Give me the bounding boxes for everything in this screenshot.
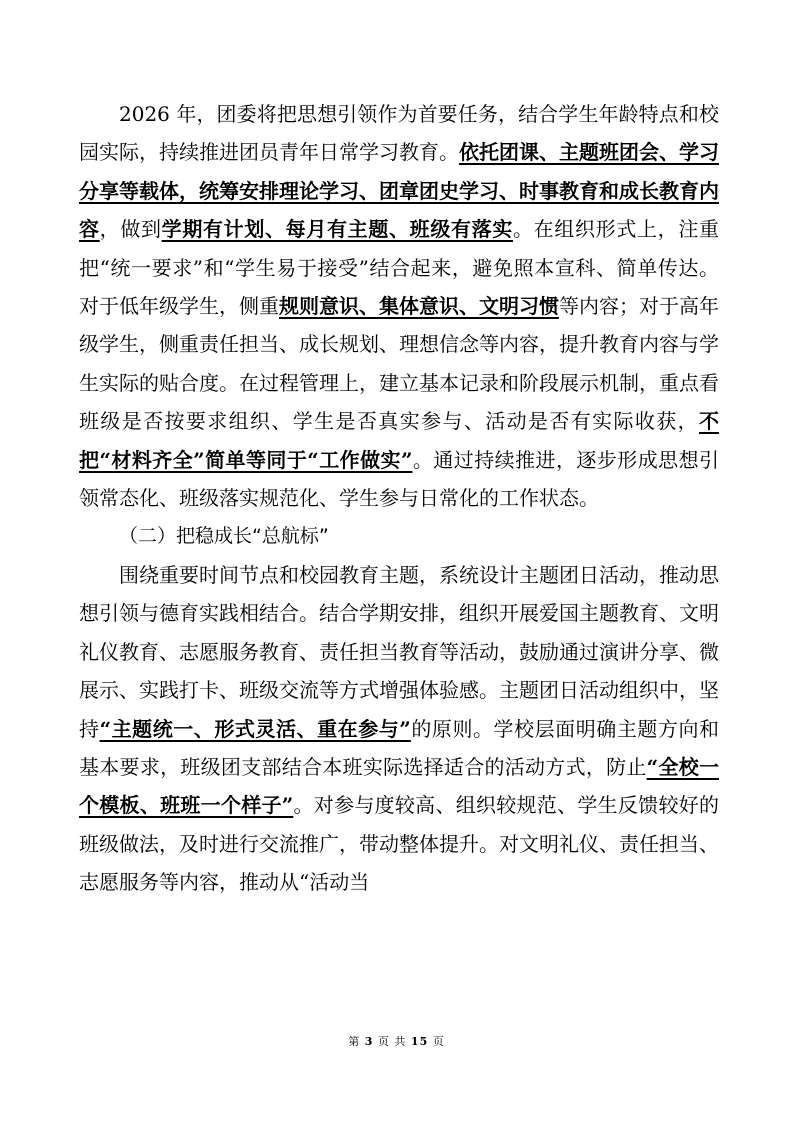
para2-run: 围绕重要时间节点和校园教育主题，系统设计主题团日活动，推动思想引领与德育实践相结合。结合学期安排，组织开展爱国主题教育、文明礼仪教育、志愿服务教育、责任担当教育等活动，鼓励通过演讲分享、微展示、实践打卡、班级交流等方式增强体验感。主题团日活动组织中，坚持 — [79, 562, 719, 741]
paragraph-1 — [79, 95, 719, 517]
para1-underlined-run: 规则意识、集体意识、文明习惯 — [279, 294, 559, 319]
para1-underlined-run: 学期有计划、每月有主题、班级有落实 — [161, 217, 514, 242]
total-page-number: 15 — [410, 1035, 429, 1048]
para1-underlined-run: 依托团课、主题班团会、学习分享等载体，统筹安排理论学习、团章团史学习、时事教育和成长教育内容 — [79, 140, 719, 242]
para1-run: 等内容；对于高年级学生，侧重责任担当、成长规划、理想信念等内容，提升教育内容与学生实际的贴合度。在过程管理上，建立基本记录和阶段展示机制，重点看班级是否按要求组织、学生是否真实参与、活动是否有实际收获， — [79, 294, 719, 434]
para2-underlined-run: “全校一个模板、班班一个样子” — [79, 754, 719, 818]
document-body — [79, 95, 719, 902]
page-footer — [0, 1033, 793, 1049]
para2-underlined-run: “主题统一、形式灵活、重在参与” — [99, 716, 411, 741]
footer-suffix: 页 — [432, 1035, 445, 1048]
para1-run: ，做到 — [99, 217, 162, 242]
para1-underlined-run: 不把“材料齐全”简单等同于“工作做实” — [79, 409, 719, 472]
current-page-number: 3 — [364, 1035, 374, 1048]
para1-run: 。在组织形式上，注重把“统一要求”和“学生易于接受”结合起来，避免照本宣科、简单传达。对于低年级学生，侧重 — [79, 217, 720, 319]
para1-run: 。通过持续推进，逐步形成思想引领常态化、班级落实规范化、学生参与日常化的工作状态。 — [79, 447, 720, 511]
section-heading: （二）把稳成长“总航标” — [119, 525, 329, 548]
para2-run: 。对参与度较高、组织较规范、学生反馈较好的班级做法，及时进行交流推广，带动整体提升。对文明礼仪、责任担当、志愿服务等内容，推动从“活动当 — [79, 793, 719, 895]
paragraph-2 — [79, 556, 719, 902]
footer-middle: 页 共 — [377, 1035, 407, 1048]
para1-run: 2026 年，团委将把思想引领作为首要任务，结合学生年龄特点和校园实际，持续推进团员青年日常学习教育。 — [79, 102, 719, 165]
footer-prefix: 第 — [348, 1035, 361, 1048]
para2-run: 的原则。学校层面明确主题方向和基本要求，班级团支部结合本班实际选择适合的活动方式，防止 — [79, 716, 720, 779]
